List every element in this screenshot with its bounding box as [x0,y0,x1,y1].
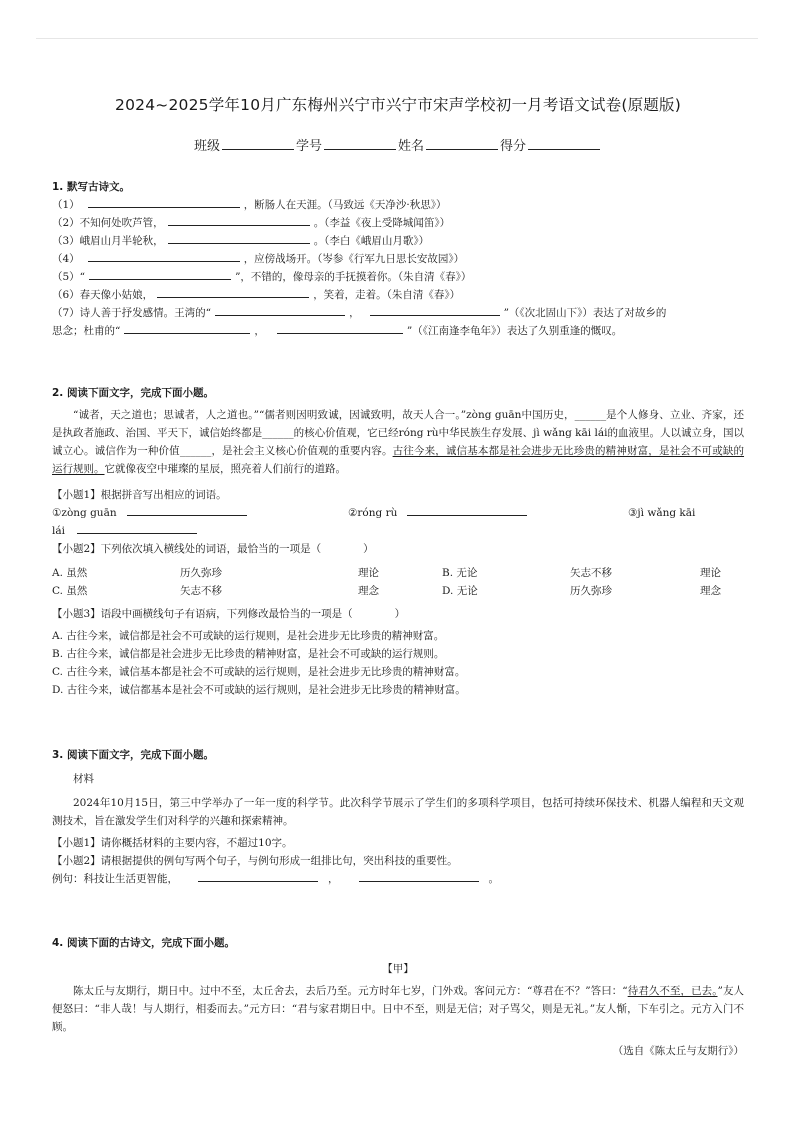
pinyin-blank-3[interactable] [77,522,197,534]
q1-blank-4[interactable] [88,250,240,262]
q4-underlined-sentence: 待君久不至，已去。 [627,985,718,997]
option-choice[interactable]: C. 虽然 [52,585,88,597]
q2-options-row [52,582,744,600]
q1-line-5: （5）“ ”，不错的，像母亲的手抚摸着你。（朱自清《春》） [52,268,744,286]
question-2 [52,384,744,699]
option-b[interactable]: B. 古往今来，诚信都是社会进步无比珍贵的精神财富，是社会不可或缺的运行规则。 [52,648,445,660]
option-word: 矢志不移 [180,585,222,597]
q2-pinyin-row: ①zòng guān ②róng rù ③jì wǎng kāi [52,504,744,522]
header-rule [36,38,758,39]
name-blank[interactable] [426,137,498,150]
option-choice[interactable]: D. 无论 [442,585,478,597]
score-label: 得分 [500,139,527,154]
question-4 [52,934,744,1060]
score-blank[interactable] [528,137,600,150]
option-word: 历久弥珍 [570,585,612,597]
page-title: 2024~2025学年10月广东梅州兴宁市兴宁市宋声学校初一月考语文试卷(原题版) [115,96,681,114]
q1-line-2: （2）不知何处吹芦管， 。（李益《夜上受降城闻笛》） [52,214,744,232]
question-3-heading: 3. 阅读下面文字，完成下面小题。 [52,749,214,761]
q4-passage: 陈太丘与友期行，期日中。过中不至，太丘舍去，去后乃至。元方时年七岁，门外戏。客问元方：“尊君在不？”答曰：“待君久不至，已去。”友人便怒曰：“非人哉！与人期行，相委而去。”元方曰：“君与家君期日中。日中不至，则是无信；对子骂父，则是无礼。”友人惭，下车引之。元方入门不顾。 [52,985,744,1033]
q1-line-3: （3）峨眉山月半轮秋， 。（李白《峨眉山月歌》） [52,232,744,250]
option-c[interactable]: C. 古往今来，诚信基本都是社会不可或缺的运行规则，是社会进步无比珍贵的精神财富。 [52,666,466,678]
class-label: 班级 [193,139,220,154]
q3-material-text: 2024年10月15日，第三中学举办了一年一度的科学节。此次科学节展示了学生们的多项科学项目，包括可持续环保技术、机器人编程和天文观测技术，旨在激发学生们对科学的兴趣和探索精神。 [52,797,744,827]
q3-example: 例句：科技让生活更智能， ， 。 [52,870,744,888]
number-label: 学号 [295,139,322,154]
option-a[interactable]: A. 古往今来，诚信都是社会不可或缺的运行规则，是社会进步无比珍贵的精神财富。 [52,630,445,642]
option-word: 矢志不移 [570,567,612,579]
option-choice[interactable]: A. 虽然 [52,567,88,579]
question-1 [52,178,744,340]
q1-blank-8b[interactable] [277,322,403,334]
option-d[interactable]: D. 古往今来，诚信都基本是社会不可或缺的运行规则，是社会进步无比珍贵的精神财富。 [52,684,466,696]
q2-passage: “诚者，天之道也；思诚者，人之道也。”“儒者则因明致诚，因诚致明，故天人合一。”zòng guān中国历史，______是个人修身、立业、齐家，还是执政者施政、治国、平天下，诚信始终都是______的核心价值观，它已经róng rù中华民族生存发展、jì wǎng kāi lái的血液里。人以诚立身，国以诚立心。诚信作为一种价值______，是社会主义核心价值观的重要内容。古往今来，诚信基本都是社会进步无比珍贵的精神财富，是社会不可或缺的运行规则。它就像夜空中璀璨的星辰，照亮着人们前行的道路。 [52,409,745,475]
q2-options [52,564,744,600]
q1-line-7: （7）诗人善于抒发感情。王湾的“ ， ”（《次北固山下》）表达了对故乡的 [52,304,744,322]
number-blank[interactable] [324,137,396,150]
q2-sub1: 【小题1】根据拼音写出相应的词语。 [52,489,227,501]
option-word: 理念 [700,585,721,597]
question-2-heading: 2. 阅读下面文字，完成下面小题。 [52,387,214,399]
question-1-heading: 1. 默写古诗文。 [52,181,130,193]
q1-blank-1[interactable] [88,196,240,208]
q3-material-label: 材料 [73,773,94,785]
option-choice[interactable]: B. 无论 [442,567,478,579]
q3-sub2: 【小题2】请根据提供的例句写两个句子，与例句形成一组排比句，突出科技的重要性。 [52,855,458,867]
q3-blank-2[interactable] [359,870,479,882]
q4-source: （选自《陈太丘与友期行》） [612,1045,744,1057]
name-label: 姓名 [398,139,425,154]
q2-sub3: 【小题3】语段中画横线句子有语病，下列修改最恰当的一项是（ ） [52,608,406,620]
q1-line-6: （6）春天像小姑娘， ，笑着，走着。（朱自清《春》） [52,286,744,304]
q1-blank-7b[interactable] [370,304,500,316]
option-word: 理论 [358,567,379,579]
class-blank[interactable] [222,137,294,150]
q2-sub3-options [52,627,744,699]
q2-pinyin-row-2: lái [52,522,744,540]
q1-line-8: 思念；杜甫的“ ， ”（《江南逢李龟年》）表达了久别重逢的慨叹。 [52,322,744,340]
pinyin-blank-1[interactable] [127,504,247,516]
option-word: 历久弥珍 [180,567,222,579]
question-3 [52,746,744,888]
pinyin-blank-2[interactable] [407,504,527,516]
question-4-heading: 4. 阅读下面的古诗文，完成下面小题。 [52,937,235,949]
q1-blank-6[interactable] [157,286,309,298]
q2-underlined-sentence: 古往今来，诚信基本都是社会进步无比珍贵的精神财富，是社会不可或缺的运行规则。 [52,445,745,475]
q1-line-1: （1） ，断肠人在天涯。（马致远《天净沙·秋思》） [52,196,744,214]
option-word: 理念 [358,585,379,597]
student-info-row [52,135,744,154]
q1-blank-2[interactable] [168,214,310,226]
q2-options-row [52,564,744,582]
q2-sub2: 【小题2】下列依次填入横线处的词语，最恰当的一项是（ ） [52,543,374,555]
q1-blank-3[interactable] [168,232,310,244]
q1-line-4: （4） ，应傍战场开。（岑参《行军九日思长安故园》） [52,250,744,268]
q3-sub1: 【小题1】请你概括材料的主要内容，不超过10字。 [52,837,293,849]
q1-blank-8a[interactable] [124,322,250,334]
q3-blank-1[interactable] [198,870,318,882]
q1-blank-5[interactable] [89,268,231,280]
option-word: 理论 [700,567,721,579]
q4-section-jia: 【甲】 [382,963,414,975]
q1-blank-7a[interactable] [215,304,345,316]
